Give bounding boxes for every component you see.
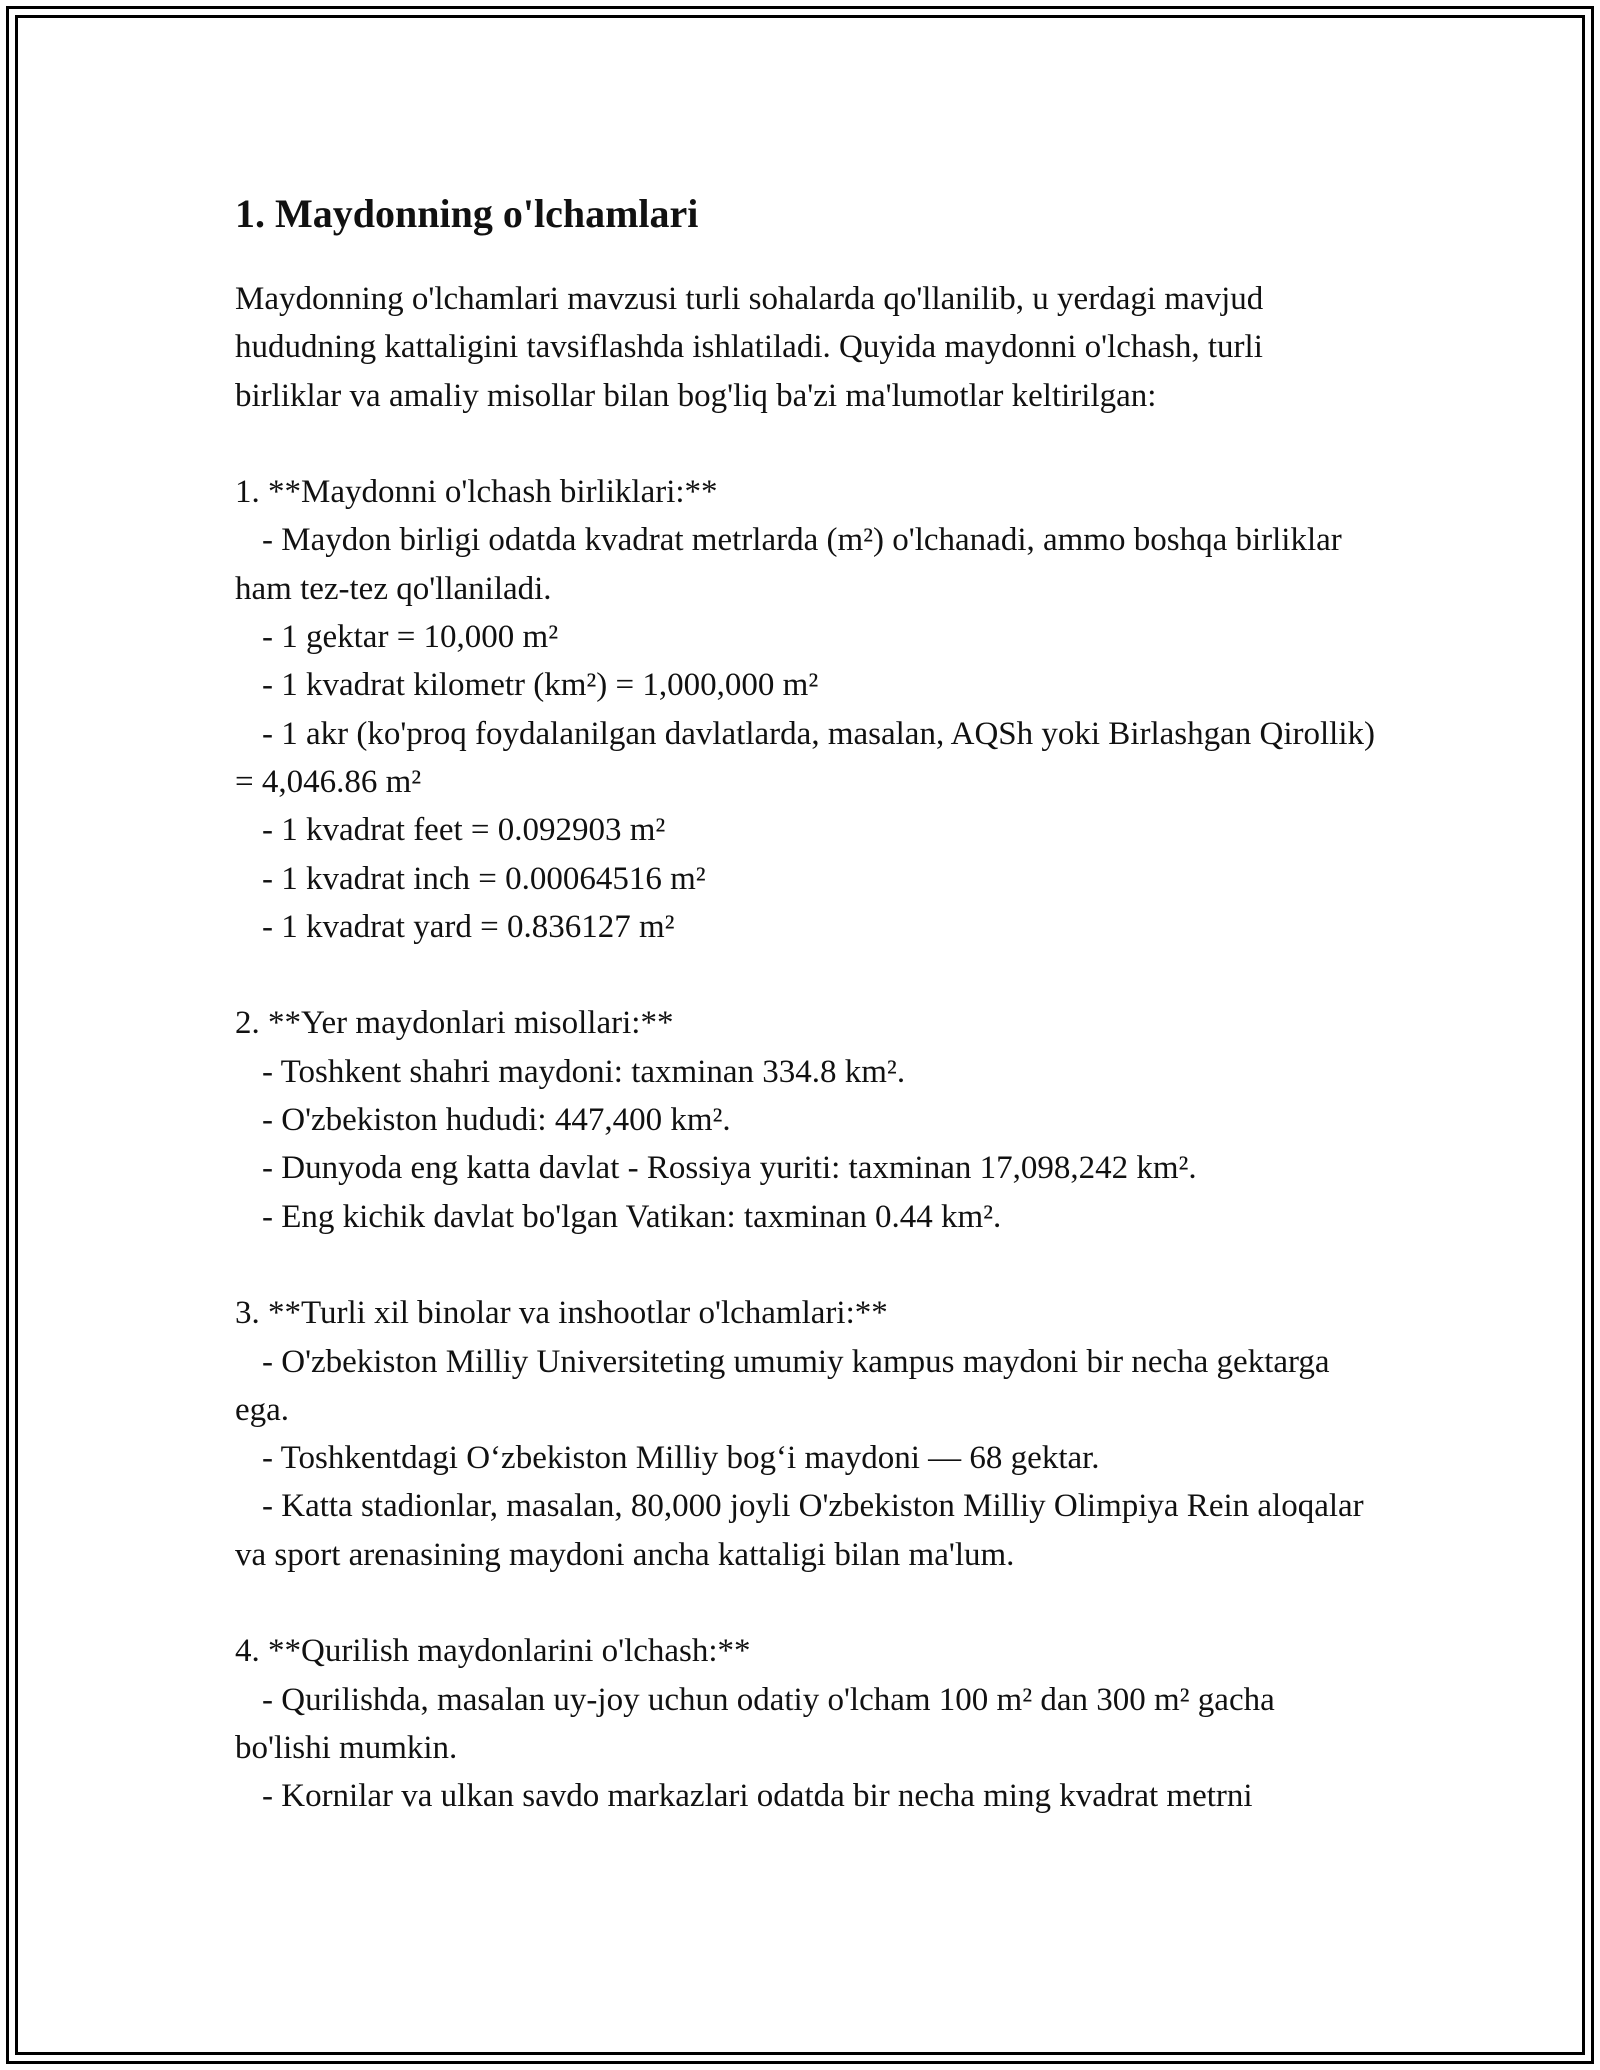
list-item: - Katta stadionlar, masalan, 80,000 joyli O'zbekiston Milliy Olimpiya Rein aloqalar va sport arenasining maydoni ancha kattaligi bilan ma'lum. bbox=[235, 1488, 1364, 1573]
list-item: - Kornilar va ulkan savdo markazlari odatda bir necha ming kvadrat metrni bbox=[262, 1778, 1253, 1815]
intro-paragraph: Maydonning o'lchamlari mavzusi turli sohalarda qo'llanilib, u yerdagi mavjud hududning kattaligini tavsiflashda ishlatiladi. Quyida maydonni o'lchash, turli birliklar va amaliy misollar bilan bog'liq ba'zi ma'lumotlar keltirilgan: bbox=[235, 281, 1264, 414]
section-construction bbox=[235, 1627, 1375, 1820]
section-land-examples bbox=[235, 999, 1375, 1240]
list-item: - Dunyoda eng katta davlat - Rossiya yuriti: taxminan 17,098,242 km². bbox=[262, 1150, 1197, 1187]
spacer bbox=[235, 420, 1375, 468]
list-item: - O'zbekiston hududi: 447,400 km². bbox=[262, 1102, 731, 1139]
section-heading: 1. **Maydonni o'lchash birliklari:** bbox=[235, 474, 718, 511]
list-item: - Qurilishda, masalan uy-joy uchun odatiy o'lcham 100 m² dan 300 m² gacha bo'lishi mumkin. bbox=[235, 1681, 1275, 1766]
spacer bbox=[235, 1241, 1375, 1289]
document-body bbox=[235, 185, 1375, 1821]
spacer bbox=[235, 951, 1375, 999]
list-item: - 1 kvadrat feet = 0.092903 m² bbox=[262, 812, 666, 849]
list-item: - 1 gektar = 10,000 m² bbox=[262, 619, 559, 656]
list-item: - 1 kvadrat yard = 0.836127 m² bbox=[262, 908, 675, 945]
section-units bbox=[235, 468, 1375, 951]
list-item: - Maydon birligi odatda kvadrat metrlarda (m²) o'lchanadi, ammo boshqa birliklar ham tez-tez qo'llaniladi. bbox=[235, 522, 1342, 607]
section-heading: 3. **Turli xil binolar va inshootlar o'lchamlari:** bbox=[235, 1295, 888, 1332]
spacer bbox=[235, 1579, 1375, 1627]
section-heading: 2. **Yer maydonlari misollari:** bbox=[235, 1005, 674, 1042]
list-item: - 1 kvadrat inch = 0.00064516 m² bbox=[262, 860, 706, 897]
section-heading: 4. **Qurilish maydonlarini o'lchash:** bbox=[235, 1633, 751, 1670]
list-item: - Eng kichik davlat bo'lgan Vatikan: taxminan 0.44 km². bbox=[262, 1198, 1002, 1235]
section-buildings bbox=[235, 1289, 1375, 1579]
list-item: - 1 akr (ko'proq foydalanilgan davlatlarda, masalan, AQSh yoki Birlashgan Qirollik) = 4,046.86 m² bbox=[235, 715, 1376, 800]
list-item: - O'zbekiston Milliy Universiteting umumiy kampus maydoni bir necha gektarga ega. bbox=[235, 1343, 1330, 1428]
list-item: - Toshkentdagi O‘zbekiston Milliy bog‘i maydoni — 68 gektar. bbox=[262, 1440, 1100, 1477]
list-item: - Toshkent shahri maydoni: taxminan 334.8 km². bbox=[262, 1053, 906, 1090]
list-item: - 1 kvadrat kilometr (km²) = 1,000,000 m² bbox=[262, 667, 819, 704]
document-title: 1. Maydonning o'lchamlari bbox=[235, 191, 699, 236]
